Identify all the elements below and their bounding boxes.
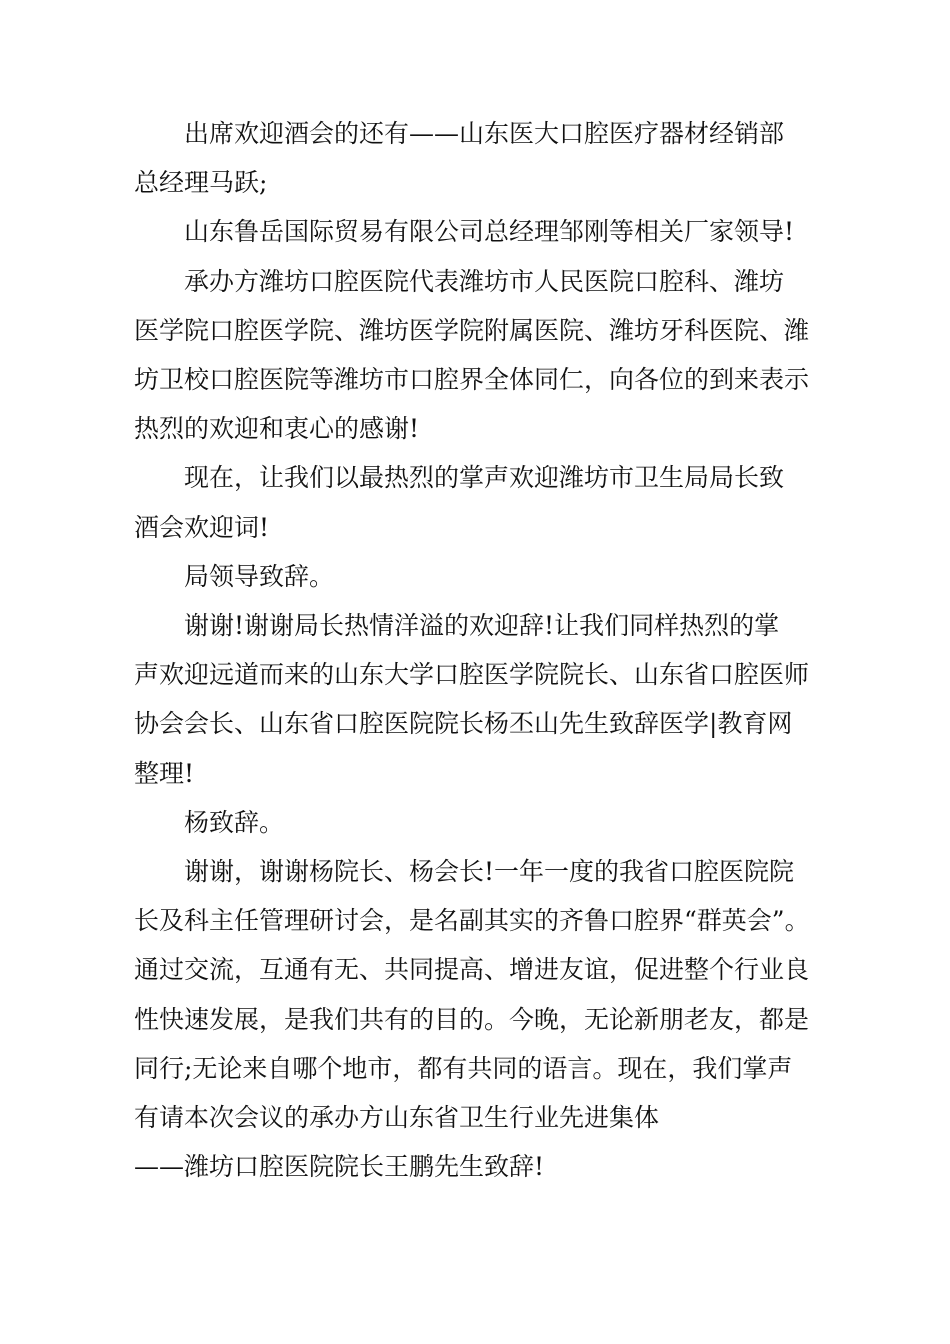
text-line: 坊卫校口腔医院等潍坊市口腔界全体同仁，向各位的到来表示 bbox=[134, 365, 810, 395]
text-line: 谢谢，谢谢杨院长、杨会长!一年一度的我省口腔医院院 bbox=[184, 857, 795, 887]
text-line: 整理! bbox=[134, 758, 195, 788]
paragraph bbox=[134, 453, 824, 551]
document-body bbox=[134, 109, 824, 1191]
paragraph bbox=[134, 207, 824, 256]
text-line: 总经理马跃; bbox=[134, 168, 268, 198]
text-line: 热烈的欢迎和衷心的感谢! bbox=[134, 414, 420, 444]
text-line: 长及科主任管理研讨会，是名副其实的齐鲁口腔界“群英会”。 bbox=[134, 906, 810, 936]
text-line: 有请本次会议的承办方山东省卫生行业先进集体 bbox=[134, 1103, 660, 1133]
paragraph bbox=[134, 109, 824, 207]
paragraph bbox=[134, 1142, 824, 1191]
text-line: 酒会欢迎词! bbox=[134, 512, 270, 542]
text-line: 性快速发展，是我们共有的目的。今晚，无论新朋老友，都是 bbox=[134, 1004, 810, 1034]
text-line: 医学院口腔医学院、潍坊医学院附属医院、潍坊牙科医院、潍 bbox=[134, 315, 810, 345]
text-line: ——潍坊口腔医院院长王鹏先生致辞! bbox=[134, 1152, 545, 1182]
paragraph bbox=[134, 257, 824, 454]
text-line: 承办方潍坊口腔医院代表潍坊市人民医院口腔科、潍坊 bbox=[184, 266, 785, 296]
text-line: 声欢迎远道而来的山东大学口腔医学院院长、山东省口腔医师 bbox=[134, 660, 810, 690]
paragraph bbox=[134, 798, 824, 847]
text-line: 谢谢!谢谢局长热情洋溢的欢迎辞!让我们同样热烈的掌 bbox=[184, 611, 780, 641]
text-line: 通过交流，互通有无、共同提高、增进友谊，促进整个行业良 bbox=[134, 955, 810, 985]
text-line: 协会会长、山东省口腔医院院长杨丕山先生致辞医学|教育网 bbox=[134, 709, 793, 739]
text-line: 局领导致辞。 bbox=[184, 561, 335, 591]
text-line: 山东鲁岳国际贸易有限公司总经理邹刚等相关厂家领导! bbox=[184, 217, 795, 247]
text-line: 同行;无论来自哪个地市，都有共同的语言。现在，我们掌声 bbox=[134, 1053, 793, 1083]
text-line: 现在，让我们以最热烈的掌声欢迎潍坊市卫生局局长致 bbox=[184, 463, 785, 493]
paragraph bbox=[134, 847, 824, 1142]
paragraph bbox=[134, 601, 824, 798]
text-line: 出席欢迎酒会的还有——山东医大口腔医疗器材经销部 bbox=[184, 119, 785, 148]
paragraph bbox=[134, 552, 824, 601]
text-line: 杨致辞。 bbox=[184, 807, 285, 837]
